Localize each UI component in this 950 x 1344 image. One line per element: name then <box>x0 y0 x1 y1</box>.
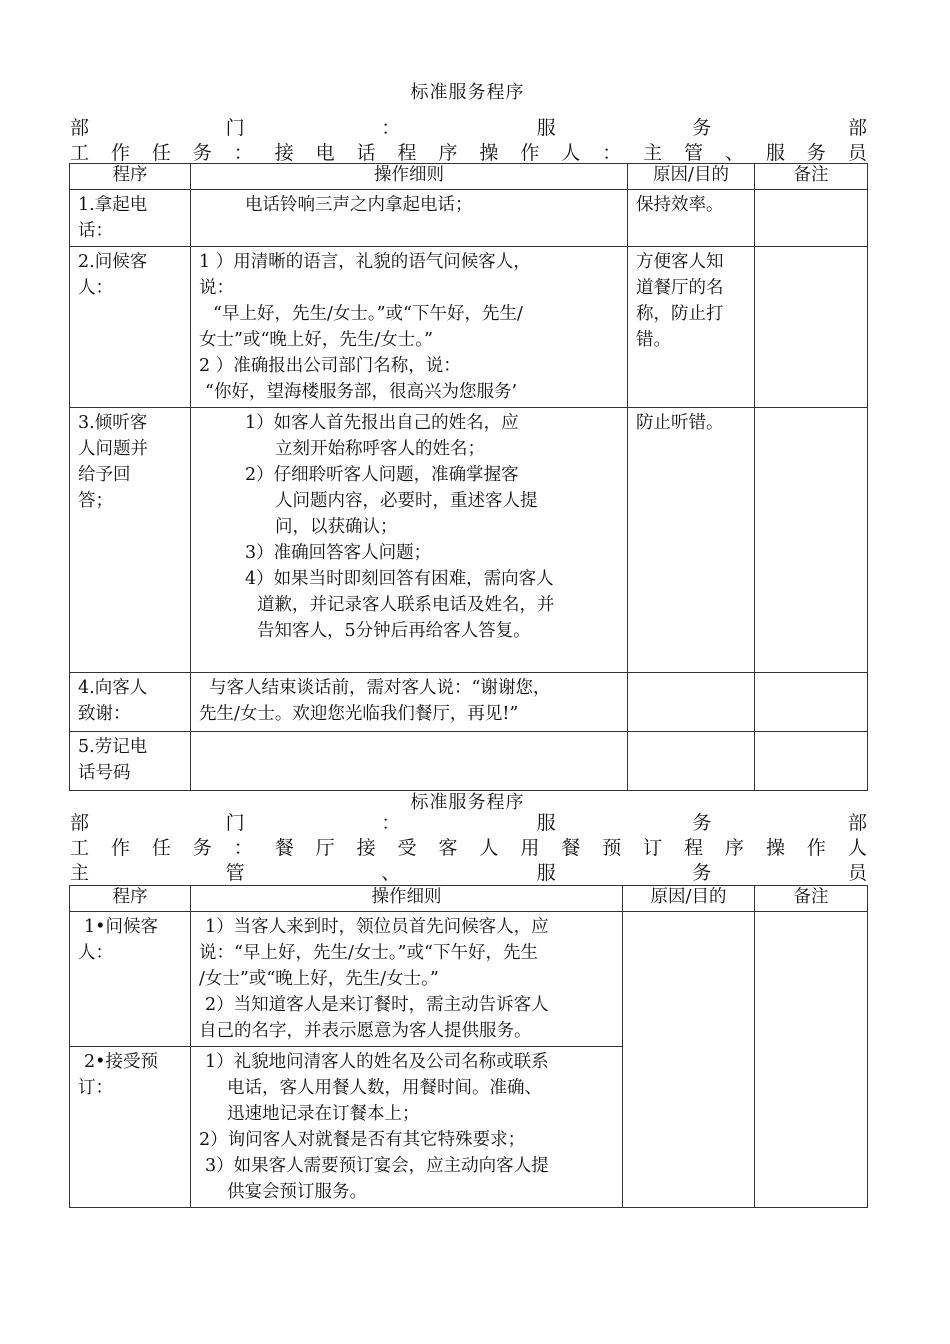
doc1-procedure-table <box>69 163 868 791</box>
reason-cell <box>623 912 755 1208</box>
note-cell <box>755 247 868 408</box>
reason-cell: 方便客人知 道餐厅的名 称，防止打 错。 <box>628 247 755 408</box>
table-row <box>70 247 868 408</box>
step-cell: 2.问候客 人： <box>70 247 191 408</box>
detail-cell: 与客人结束谈话前，需对客人说：“谢谢您， 先生/女士。欢迎您光临我们餐厅，再见!” <box>191 673 628 732</box>
step-cell: 5.劳记电 话号码 <box>70 732 191 791</box>
header-note: 备注 <box>755 164 868 190</box>
detail-cell: 1）当客人来到时，领位员首先问候客人，应 说：“早上好，先生/女士。”或“下午好，先生 /女士”或“晚上好，先生/女士。” 2）当知道客人是来订餐时，需主动告诉客人 自己的名字，并表示愿意为客人提供服务。 <box>191 912 623 1047</box>
table-row <box>70 408 868 673</box>
doc1-department-line: 部 门 ： 服 务 部 <box>70 117 867 139</box>
step-cell: 2•接受预 订： <box>70 1047 191 1208</box>
header-detail: 操作细则 <box>191 164 628 190</box>
doc1-title: 标准服务程序 <box>410 82 525 103</box>
doc2-task-line: 工 作 任 务 ： 餐 厅 接 受 客 人 用 餐 预 订 程 序 操 作 人 <box>70 837 867 859</box>
detail-cell: 1）如客人首先报出自己的姓名，应 立刻开始称呼客人的姓名； 2）仔细聆听客人问题，准确掌握客 人问题内容，必要时，重述客人提 问，以获确认； 3）准确回答客人问题； 4）如果当时即刻回答有困难，需向客人 道歉，并记录客人联系电话及姓名，并 告知客人，5分钟后再给客人答复。 <box>191 408 628 673</box>
reason-cell: 保持效率。 <box>628 190 755 247</box>
table-row <box>70 912 868 1047</box>
header-reason: 原因/目的 <box>623 886 755 912</box>
header-step: 程序 <box>70 886 191 912</box>
reason-cell <box>628 673 755 732</box>
table-header-row <box>70 164 868 190</box>
doc2-title: 标准服务程序 <box>410 792 525 813</box>
table-header-row <box>70 886 868 912</box>
note-cell <box>755 673 868 732</box>
reason-cell <box>628 732 755 791</box>
note-cell <box>755 408 868 673</box>
step-cell: 1•问候客 人： <box>70 912 191 1047</box>
table-row <box>70 732 868 791</box>
detail-cell <box>191 732 628 791</box>
doc1-task-line: 工 作 任 务 ： 接 电 话 程 序 操 作 人 ： 主 管 、 服 务 员 <box>70 142 867 164</box>
header-step: 程序 <box>70 164 191 190</box>
detail-cell: 1 ）用清晰的语言，礼貌的语气问候客人， 说： “早上好，先生/女士。”或“下午好，先生/ 女士”或“晚上好，先生/女士。” 2 ）准确报出公司部门名称，说： “你好，望海楼服务部，很高兴为您服务’ <box>191 247 628 408</box>
doc2-operator-line: 主 管 、 服 务 员 <box>70 862 867 884</box>
detail-cell: 1）礼貌地问清客人的姓名及公司名称或联系 电话，客人用餐人数，用餐时间。准确、 迅速地记录在订餐本上； 2）询问客人对就餐是否有其它特殊要求； 3）如果客人需要预订宴会，应主动向客人提 供宴会预订服务。 <box>191 1047 623 1208</box>
reason-cell: 防止听错。 <box>628 408 755 673</box>
note-cell <box>755 732 868 791</box>
step-cell: 1.拿起电 话： <box>70 190 191 247</box>
doc2-department-line: 部 门 ： 服 务 部 <box>70 812 867 834</box>
doc2-procedure-table <box>69 885 868 1208</box>
detail-cell: 电话铃响三声之内拿起电话； <box>191 190 628 247</box>
note-cell <box>755 912 868 1208</box>
note-cell <box>755 190 868 247</box>
step-cell: 3.倾听客 人问题并 给予回 答； <box>70 408 191 673</box>
header-reason: 原因/目的 <box>628 164 755 190</box>
header-detail: 操作细则 <box>191 886 623 912</box>
header-note: 备注 <box>755 886 868 912</box>
table-row <box>70 673 868 732</box>
step-cell: 4.向客人 致谢： <box>70 673 191 732</box>
table-row <box>70 190 868 247</box>
